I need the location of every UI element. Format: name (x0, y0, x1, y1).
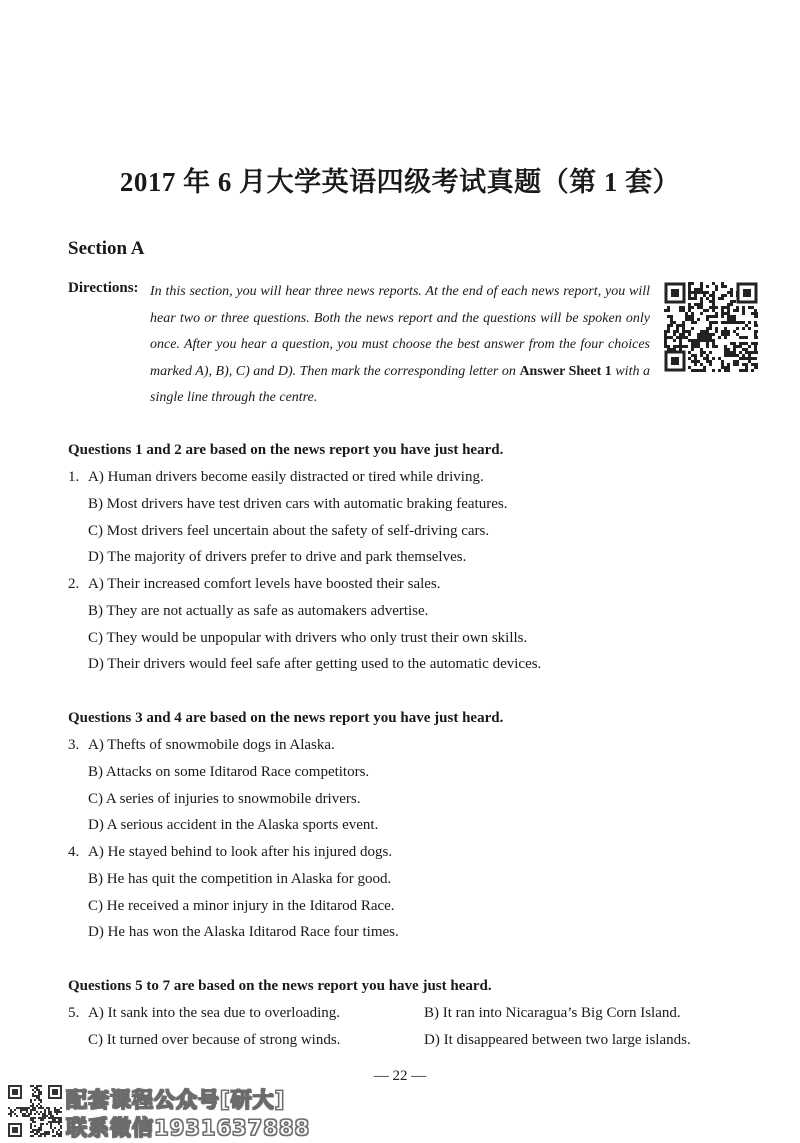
qr-code-icon (664, 282, 758, 372)
option-a: A) He stayed behind to look after his injured dogs. (88, 844, 393, 860)
directions-text-part2: with a single line through the centre. (150, 363, 651, 405)
option-b: B) He has quit the competition in Alaska for good. (88, 871, 392, 887)
question-number: 4. (68, 844, 80, 860)
option-b: B) Attacks on some Iditarod Race competitors. (88, 764, 370, 780)
option-c: C) He received a minor injury in the Iditarod Race. (88, 898, 395, 914)
page-number: — 22 — (373, 1068, 427, 1084)
option-a: A) Their increased comfort levels have boosted their sales. (88, 576, 441, 592)
question-group-heading: Questions 3 and 4 are based on the news report you have just heard. (68, 710, 504, 726)
watermark-line-1: 配套课程公众号[研大] (66, 1088, 286, 1112)
option-c: C) Most drivers feel uncertain about the safety of self-driving cars. (88, 523, 490, 539)
directions-text (150, 279, 650, 412)
question-number: 5. (68, 1005, 80, 1021)
question-number: 3. (68, 737, 80, 753)
directions-text-part1: In this section, you will hear three news reports. At the end of each news report, you will hear two or three questions. Both the news report and the questions will be spoken only once. After you hear a question, you must choose the best answer from the four choices marked A), B), C) and D). Then mark the corresponding letter on (150, 284, 650, 379)
option-c: C) A series of injuries to snowmobile drivers. (88, 791, 361, 807)
question-group-heading: Questions 1 and 2 are based on the news report you have just heard. (68, 442, 504, 458)
option-b: B) Most drivers have test driven cars with automatic braking features. (88, 496, 508, 512)
option-c: C) They would be unpopular with drivers who only trust their own skills. (88, 630, 528, 646)
question-number: 2. (68, 576, 80, 592)
page-title: 2017 年 6 月大学英语四级考试真题（第 1 套） (119, 167, 681, 197)
option-b: B) They are not actually as safe as automakers advertise. (88, 603, 429, 619)
option-d: D) It disappeared between two large islands. (424, 1032, 691, 1048)
option-a: A) It sank into the sea due to overloading. (88, 1005, 341, 1021)
option-d: D) He has won the Alaska Iditarod Race four times. (88, 924, 399, 940)
option-a: A) Thefts of snowmobile dogs in Alaska. (88, 737, 335, 753)
option-d: D) The majority of drivers prefer to drive and park themselves. (88, 549, 467, 565)
section-heading: Section A (68, 238, 145, 259)
question-number: 1. (68, 469, 80, 485)
option-c: C) It turned over because of strong winds. (88, 1032, 341, 1048)
question-group-heading: Questions 5 to 7 are based on the news report you have just heard. (68, 978, 492, 994)
option-b: B) It ran into Nicaragua’s Big Corn Island. (424, 1005, 681, 1021)
directions-label: Directions: (68, 280, 139, 296)
answer-sheet-label: Answer Sheet 1 (519, 363, 612, 379)
option-a: A) Human drivers become easily distracted or tired while driving. (88, 469, 484, 485)
option-d: D) Their drivers would feel safe after getting used to the automatic devices. (88, 656, 542, 672)
watermark-qr-icon (8, 1085, 62, 1137)
watermark-line-2: 联系微信1931637888 (66, 1116, 311, 1140)
option-d: D) A serious accident in the Alaska sports event. (88, 817, 379, 833)
